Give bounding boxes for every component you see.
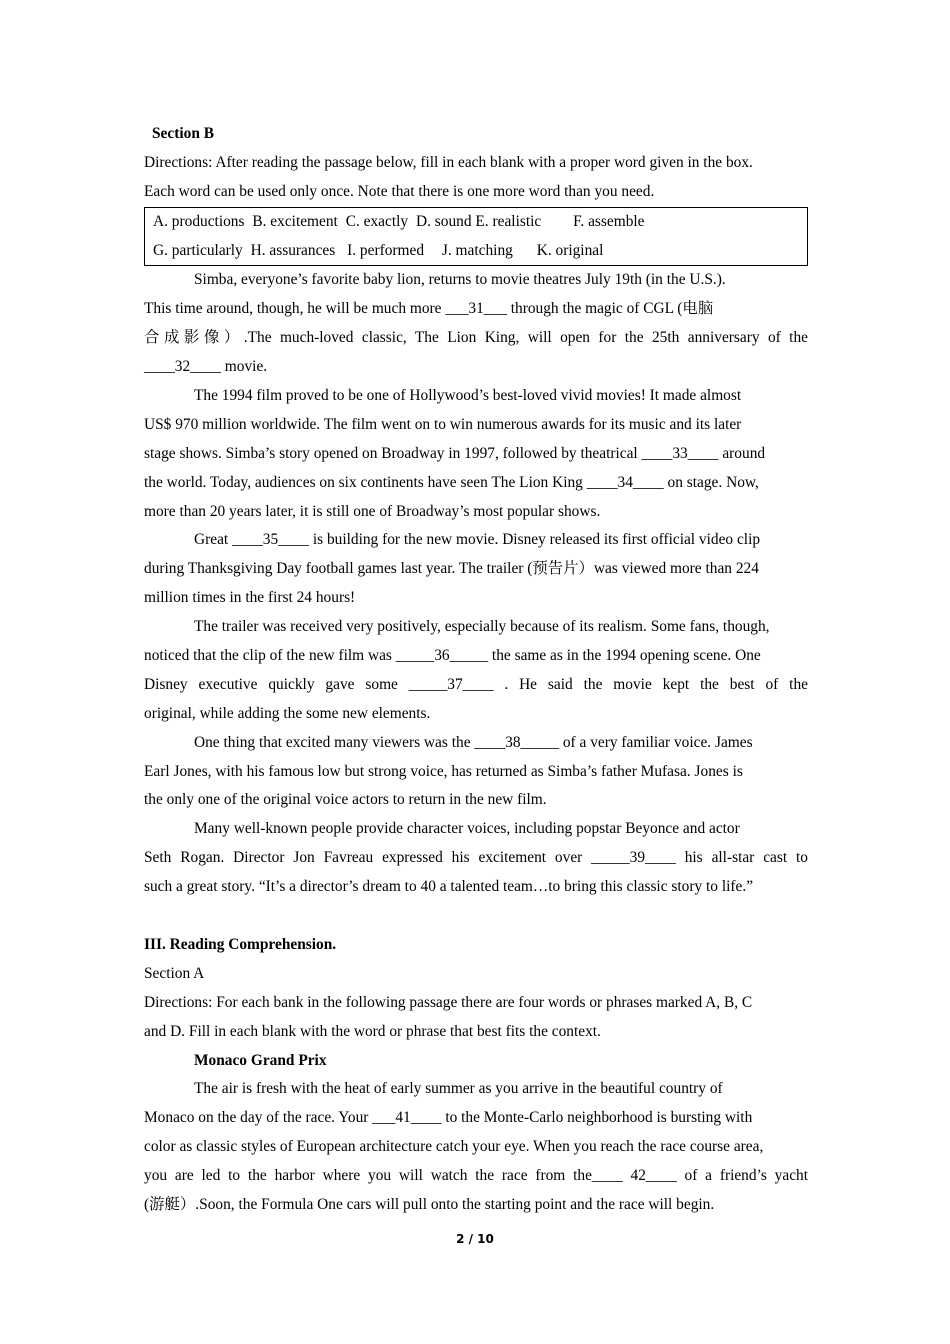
word-box-row bbox=[145, 237, 807, 266]
passage-line: 合成影像）.The much-loved classic, The Lion King, will open for the 25th anniversary of the bbox=[144, 329, 808, 347]
word-option: B. excitement bbox=[252, 212, 338, 230]
passage-line: Disney executive quickly gave some _____37____ . He said the movie kept the best of the bbox=[144, 675, 808, 693]
word-option: A. productions bbox=[153, 212, 245, 230]
passage-line: Earl Jones, with his famous low but strong voice, has returned as Simba’s father Mufasa. Jones is bbox=[144, 762, 743, 780]
monaco-passage bbox=[144, 1075, 808, 1219]
passage-line: during Thanksgiving Day football games last year. The trailer (预告片）was viewed more than 224 bbox=[144, 560, 759, 578]
page-number: 2 / 10 bbox=[456, 1232, 494, 1246]
passage-line: the world. Today, audiences on six continents have seen The Lion King ____34____ on stage. Now, bbox=[144, 473, 759, 491]
section-b-directions-line: Directions: After reading the passage below, fill in each blank with a proper word given in the box. bbox=[144, 153, 753, 171]
passage-line: The air is fresh with the heat of early summer as you arrive in the beautiful country of bbox=[194, 1080, 723, 1098]
passage-line: Great ____35____ is building for the new movie. Disney released its first official video clip bbox=[194, 531, 761, 549]
word-option: K. original bbox=[536, 241, 604, 259]
passage-line: Monaco on the day of the race. Your ___41____ to the Monte-Carlo neighborhood is bursting with bbox=[144, 1109, 753, 1127]
passage-line: noticed that the clip of the new film was _____36_____ the same as in the 1994 opening scene. One bbox=[144, 647, 761, 665]
passage-line: original, while adding the some new elements. bbox=[144, 704, 431, 722]
word-option: F. assemble bbox=[573, 212, 645, 230]
passage-line: US$ 970 million worldwide. The film went on to win numerous awards for its music and its later bbox=[144, 415, 742, 433]
passage-line: The trailer was received very positively, especially because of its realism. Some fans, though, bbox=[194, 618, 770, 636]
passage-line: One thing that excited many viewers was the ____38_____ of a very familiar voice. James bbox=[194, 733, 753, 751]
section-a-directions-line: Directions: For each bank in the following passage there are four words or phrases marked A, B, C bbox=[144, 993, 753, 1011]
section-a-label: Section A bbox=[144, 964, 205, 982]
section-b-directions-line: Each word can be used only once. Note that there is one more word than you need. bbox=[144, 182, 655, 200]
passage-line: the only one of the original voice actors to return in the new film. bbox=[144, 791, 547, 809]
spacer bbox=[144, 902, 808, 931]
passage-line: color as classic styles of European architecture catch your eye. When you reach the race course area, bbox=[144, 1138, 764, 1156]
passage-line: more than 20 years later, it is still one of Broadway’s most popular shows. bbox=[144, 502, 601, 520]
section-b-heading: Section B bbox=[152, 125, 214, 142]
word-option: E. realistic bbox=[475, 212, 542, 230]
word-option: H. assurances bbox=[250, 241, 336, 259]
passage-line: such a great story. “It’s a director’s dream to 40 a talented team…to bring this classic story to life.” bbox=[144, 878, 754, 896]
section-a-directions-line: and D. Fill in each blank with the word or phrase that best fits the context. bbox=[144, 1022, 601, 1040]
passage-line: Many well-known people provide character voices, including popstar Beyonce and actor bbox=[194, 820, 740, 838]
passage-line: million times in the first 24 hours! bbox=[144, 589, 356, 607]
word-box-row bbox=[145, 208, 807, 237]
passage-line: Simba, everyone’s favorite baby lion, returns to movie theatres July 19th (in the U.S.). bbox=[194, 271, 726, 289]
word-option: I. performed bbox=[347, 241, 425, 259]
passage-line: ____32____ movie. bbox=[144, 358, 268, 376]
passage-line: Seth Rogan. Director Jon Favreau expressed his excitement over _____39____ his all-star cast to bbox=[144, 849, 808, 867]
passage-title: Monaco Grand Prix bbox=[194, 1051, 327, 1069]
passage-line: stage shows. Simba’s story opened on Broadway in 1997, followed by theatrical ____33____ around bbox=[144, 444, 766, 462]
word-option: D. sound bbox=[415, 212, 472, 230]
word-option: C. exactly bbox=[345, 212, 409, 230]
word-option: J. matching bbox=[441, 241, 513, 259]
page-content bbox=[144, 120, 808, 1220]
passage-line: This time around, though, he will be much more ___31___ through the magic of CGL (电脑 bbox=[144, 300, 714, 318]
passage-line: (游艇）.Soon, the Formula One cars will pull onto the starting point and the race will begin. bbox=[144, 1195, 715, 1213]
word-box bbox=[144, 207, 808, 267]
passage-line: you are led to the harbor where you will watch the race from the____ 42____ of a friend’s yacht bbox=[144, 1167, 808, 1185]
section-b-passage bbox=[144, 266, 808, 902]
word-option: G. particularly bbox=[153, 241, 243, 259]
passage-line: The 1994 film proved to be one of Hollywood’s best-loved vivid movies! It made almost bbox=[194, 387, 742, 405]
part-iii-heading: III. Reading Comprehension. bbox=[144, 935, 337, 953]
